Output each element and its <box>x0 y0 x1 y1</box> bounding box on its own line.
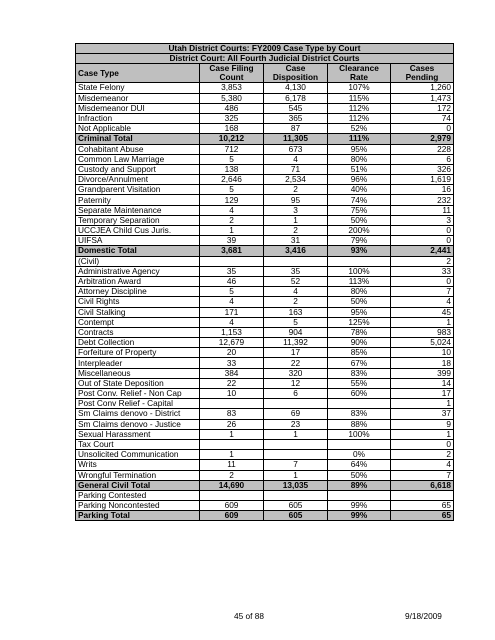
case-type-cell: Debt Collection <box>76 338 200 348</box>
table-row <box>76 287 454 297</box>
column-header-disposition <box>264 64 328 83</box>
pending-cell: 6 <box>391 154 454 164</box>
case-type-cell: Separate Maintenance <box>76 205 200 215</box>
disposition-cell <box>264 399 328 409</box>
filing-header-line1: Case Filing <box>209 63 254 74</box>
case-type-cell: Misdemeanor <box>76 93 200 103</box>
column-header-case-type <box>76 64 200 83</box>
pending-cell: 0 <box>391 236 454 246</box>
table-row <box>76 185 454 195</box>
table-row <box>76 429 454 439</box>
case-type-cell: Post Conv. Relief - Non Cap <box>76 389 200 399</box>
case-type-cell: Divorce/Annulment <box>76 175 200 185</box>
disposition-cell: 17 <box>264 348 328 358</box>
clearance-rate-cell: 88% <box>328 419 391 429</box>
table-row <box>76 389 454 399</box>
table-row <box>76 164 454 174</box>
report-date: 9/18/2009 <box>405 611 442 621</box>
clearance-rate-cell <box>328 439 391 449</box>
table-row <box>76 205 454 215</box>
filing-count-cell: 129 <box>200 195 264 205</box>
clearance-rate-cell: 83% <box>328 368 391 378</box>
case-type-cell: Out of State Deposition <box>76 378 200 388</box>
clearance-rate-cell: 107% <box>328 83 391 93</box>
case-type-cell: Cohabitant Abuse <box>76 144 200 154</box>
filing-count-cell: 168 <box>200 124 264 134</box>
filing-count-cell: 22 <box>200 378 264 388</box>
disposition-cell: 35 <box>264 266 328 276</box>
table-row <box>76 338 454 348</box>
filing-count-cell: 609 <box>200 511 264 521</box>
pending-cell: 6,618 <box>391 480 454 490</box>
table-row <box>76 236 454 246</box>
table-row <box>76 297 454 307</box>
filing-count-cell: 1 <box>200 226 264 236</box>
disposition-cell: 2 <box>264 226 328 236</box>
clearance-rate-cell: 40% <box>328 185 391 195</box>
clearance-rate-cell: 0% <box>328 450 391 460</box>
disposition-cell: 3 <box>264 205 328 215</box>
table-row <box>76 124 454 134</box>
table-row <box>76 113 454 123</box>
pending-cell: 0 <box>391 226 454 236</box>
pending-cell: 3 <box>391 215 454 225</box>
filing-count-cell: 5 <box>200 287 264 297</box>
column-header-cases-pending <box>391 64 454 83</box>
pending-cell: 172 <box>391 103 454 113</box>
filing-count-cell: 4 <box>200 205 264 215</box>
pending-cell: 2,979 <box>391 134 454 144</box>
case-type-cell: Misdemeanor DUI <box>76 103 200 113</box>
table-row <box>76 175 454 185</box>
pending-header-line2: Pending <box>405 72 439 83</box>
pending-cell: 7 <box>391 470 454 480</box>
table-row <box>76 256 454 266</box>
table-row <box>76 470 454 480</box>
case-type-cell: Miscellaneous <box>76 368 200 378</box>
disposition-cell: 2 <box>264 185 328 195</box>
pending-cell: 16 <box>391 185 454 195</box>
table-row <box>76 450 454 460</box>
disposition-cell: 2,534 <box>264 175 328 185</box>
case-type-cell: Sm Claims denovo - Justice <box>76 419 200 429</box>
pending-cell <box>391 490 454 500</box>
clearance-rate-cell: 90% <box>328 338 391 348</box>
table-total-row <box>76 246 454 256</box>
filing-count-cell: 26 <box>200 419 264 429</box>
filing-count-cell: 486 <box>200 103 264 113</box>
clearance-rate-cell: 55% <box>328 378 391 388</box>
clearance-rate-cell: 67% <box>328 358 391 368</box>
clearance-rate-cell: 80% <box>328 287 391 297</box>
clearance-rate-cell: 111% <box>328 134 391 144</box>
disposition-cell: 2 <box>264 297 328 307</box>
case-type-cell: Parking Total <box>76 511 200 521</box>
case-type-cell: State Felony <box>76 83 200 93</box>
filing-count-cell: 11 <box>200 460 264 470</box>
disposition-cell: 1 <box>264 215 328 225</box>
clearance-rate-cell: 75% <box>328 205 391 215</box>
clearance-rate-cell <box>328 399 391 409</box>
table-body <box>76 83 454 521</box>
clearance-rate-cell: 95% <box>328 144 391 154</box>
case-type-cell: Paternity <box>76 195 200 205</box>
case-type-cell: Civil Stalking <box>76 307 200 317</box>
table-row <box>76 195 454 205</box>
table-total-row <box>76 480 454 490</box>
filing-count-cell: 2 <box>200 215 264 225</box>
table-row <box>76 154 454 164</box>
disposition-header-line2: Disposition <box>272 72 319 83</box>
pending-cell: 7 <box>391 287 454 297</box>
case-type-cell: Domestic Total <box>76 246 200 256</box>
disposition-cell: 1 <box>264 470 328 480</box>
filing-count-cell: 39 <box>200 236 264 246</box>
disposition-cell: 7 <box>264 460 328 470</box>
case-type-cell: Administrative Agency <box>76 266 200 276</box>
filing-count-cell: 325 <box>200 113 264 123</box>
filing-count-cell: 138 <box>200 164 264 174</box>
table-total-row <box>76 511 454 521</box>
table-row <box>76 399 454 409</box>
clearance-rate-cell: 50% <box>328 470 391 480</box>
disposition-cell: 3,416 <box>264 246 328 256</box>
pending-cell: 228 <box>391 144 454 154</box>
pending-cell: 399 <box>391 368 454 378</box>
case-type-cell: Contempt <box>76 317 200 327</box>
pending-cell: 4 <box>391 460 454 470</box>
pending-cell: 1 <box>391 399 454 409</box>
table-row <box>76 266 454 276</box>
table-total-row <box>76 134 454 144</box>
table-row <box>76 419 454 429</box>
case-type-cell: Attorney Discipline <box>76 287 200 297</box>
disposition-cell: 673 <box>264 144 328 154</box>
pending-cell: 0 <box>391 276 454 286</box>
clearance-rate-cell: 64% <box>328 460 391 470</box>
case-type-cell: UIFSA <box>76 236 200 246</box>
disposition-cell: 12 <box>264 378 328 388</box>
page-number: 45 of 88 <box>234 611 264 621</box>
filing-count-cell: 712 <box>200 144 264 154</box>
clearance-rate-cell: 100% <box>328 266 391 276</box>
clearance-rate-cell: 60% <box>328 389 391 399</box>
filing-count-cell <box>200 439 264 449</box>
clearance-rate-cell: 99% <box>328 501 391 511</box>
pending-cell: 326 <box>391 164 454 174</box>
filing-count-cell: 35 <box>200 266 264 276</box>
filing-count-cell: 609 <box>200 501 264 511</box>
disposition-header-line1: Case <box>285 63 306 74</box>
filing-count-cell: 83 <box>200 409 264 419</box>
pending-cell: 2,441 <box>391 246 454 256</box>
case-type-cell: (Civil) <box>76 256 200 266</box>
disposition-cell: 5 <box>264 317 328 327</box>
filing-count-cell <box>200 399 264 409</box>
case-type-cell: Civil Rights <box>76 297 200 307</box>
table-row <box>76 327 454 337</box>
clearance-rate-cell: 80% <box>328 154 391 164</box>
table-row <box>76 378 454 388</box>
clearance-rate-cell: 112% <box>328 113 391 123</box>
disposition-cell: 69 <box>264 409 328 419</box>
filing-count-cell: 2 <box>200 470 264 480</box>
column-header-filing-count <box>200 64 264 83</box>
pending-cell: 10 <box>391 348 454 358</box>
table-row <box>76 368 454 378</box>
pending-cell: 65 <box>391 501 454 511</box>
clearance-rate-cell: 113% <box>328 276 391 286</box>
pending-cell: 0 <box>391 439 454 449</box>
disposition-cell: 4 <box>264 287 328 297</box>
case-type-cell: Infraction <box>76 113 200 123</box>
table-row <box>76 358 454 368</box>
pending-cell: 1 <box>391 317 454 327</box>
case-type-cell: Sm Claims denovo - District <box>76 409 200 419</box>
clearance-rate-cell: 96% <box>328 175 391 185</box>
table-row <box>76 409 454 419</box>
table-row <box>76 460 454 470</box>
pending-cell: 17 <box>391 389 454 399</box>
clearance-rate-cell: 95% <box>328 307 391 317</box>
case-type-cell: Tax Court <box>76 439 200 449</box>
filing-count-cell: 3,853 <box>200 83 264 93</box>
filing-count-cell: 20 <box>200 348 264 358</box>
case-type-cell: UCCJEA Child Cus Juris. <box>76 226 200 236</box>
column-header-clearance-rate <box>328 64 391 83</box>
filing-count-cell: 5 <box>200 154 264 164</box>
case-type-cell: Post Conv Relief - Capital <box>76 399 200 409</box>
disposition-cell <box>264 490 328 500</box>
table-row <box>76 490 454 500</box>
table-row <box>76 348 454 358</box>
clearance-rate-cell: 99% <box>328 511 391 521</box>
clearance-rate-cell: 200% <box>328 226 391 236</box>
table-row <box>76 317 454 327</box>
pending-cell: 11 <box>391 205 454 215</box>
pending-cell: 2 <box>391 256 454 266</box>
case-type-cell: Temporary Separation <box>76 215 200 225</box>
clearance-rate-cell <box>328 490 391 500</box>
table-subtitle: District Court: All Fourth Judicial District Courts <box>76 54 454 64</box>
table-row <box>76 501 454 511</box>
table-row <box>76 276 454 286</box>
clearance-rate-cell: 50% <box>328 297 391 307</box>
table-row <box>76 215 454 225</box>
clearance-rate-cell <box>328 256 391 266</box>
disposition-cell: 545 <box>264 103 328 113</box>
table-row <box>76 439 454 449</box>
filing-count-cell: 33 <box>200 358 264 368</box>
case-type-cell: Parking Noncontested <box>76 501 200 511</box>
disposition-cell: 320 <box>264 368 328 378</box>
filing-count-cell: 4 <box>200 317 264 327</box>
case-type-cell: Not Applicable <box>76 124 200 134</box>
disposition-cell: 1 <box>264 429 328 439</box>
pending-cell: 1 <box>391 429 454 439</box>
clearance-rate-cell: 78% <box>328 327 391 337</box>
disposition-cell: 11,392 <box>264 338 328 348</box>
clearance-rate-cell: 79% <box>328 236 391 246</box>
table-row <box>76 93 454 103</box>
disposition-cell: 11,305 <box>264 134 328 144</box>
pending-cell: 1,473 <box>391 93 454 103</box>
case-type-cell: Parking Contested <box>76 490 200 500</box>
pending-cell: 1,619 <box>391 175 454 185</box>
clearance-rate-cell: 125% <box>328 317 391 327</box>
disposition-cell: 605 <box>264 511 328 521</box>
pending-cell: 232 <box>391 195 454 205</box>
filing-count-cell: 14,690 <box>200 480 264 490</box>
case-type-cell: Arbitration Award <box>76 276 200 286</box>
pending-cell: 37 <box>391 409 454 419</box>
disposition-cell: 904 <box>264 327 328 337</box>
filing-count-cell: 12,679 <box>200 338 264 348</box>
case-type-cell: Unsolicited Communication <box>76 450 200 460</box>
disposition-cell: 95 <box>264 195 328 205</box>
case-type-cell: Forfeiture of Property <box>76 348 200 358</box>
filing-count-cell: 384 <box>200 368 264 378</box>
filing-count-cell: 5,380 <box>200 93 264 103</box>
filing-count-cell: 2,646 <box>200 175 264 185</box>
case-type-header-label: Case Type <box>78 67 119 78</box>
case-type-cell: Writs <box>76 460 200 470</box>
pending-cell: 1,260 <box>391 83 454 93</box>
table-row <box>76 226 454 236</box>
pending-cell: 0 <box>391 124 454 134</box>
disposition-cell: 6,178 <box>264 93 328 103</box>
filing-count-cell: 1,153 <box>200 327 264 337</box>
disposition-cell: 31 <box>264 236 328 246</box>
filing-count-cell: 10,212 <box>200 134 264 144</box>
disposition-cell: 23 <box>264 419 328 429</box>
case-type-cell: Sexual Harassment <box>76 429 200 439</box>
disposition-cell: 71 <box>264 164 328 174</box>
disposition-cell <box>264 439 328 449</box>
filing-count-cell <box>200 256 264 266</box>
pending-header-line1: Cases <box>409 63 435 74</box>
clearance-rate-cell: 85% <box>328 348 391 358</box>
disposition-cell: 4 <box>264 154 328 164</box>
clearance-rate-cell: 51% <box>328 164 391 174</box>
disposition-cell: 605 <box>264 501 328 511</box>
clearance-header-line2: Rate <box>350 72 368 83</box>
clearance-rate-cell: 74% <box>328 195 391 205</box>
case-type-cell: Common Law Marriage <box>76 154 200 164</box>
pending-cell: 18 <box>391 358 454 368</box>
disposition-cell: 87 <box>264 124 328 134</box>
disposition-cell: 13,035 <box>264 480 328 490</box>
case-type-cell: Custody and Support <box>76 164 200 174</box>
pending-cell: 14 <box>391 378 454 388</box>
disposition-cell: 4,130 <box>264 83 328 93</box>
clearance-rate-cell: 100% <box>328 429 391 439</box>
filing-count-cell: 3,681 <box>200 246 264 256</box>
filing-count-cell: 46 <box>200 276 264 286</box>
disposition-cell: 365 <box>264 113 328 123</box>
filing-count-cell: 171 <box>200 307 264 317</box>
case-type-cell: General Civil Total <box>76 480 200 490</box>
table-row <box>76 83 454 93</box>
clearance-header-line1: Clearance <box>339 63 379 74</box>
disposition-cell <box>264 256 328 266</box>
pending-cell: 74 <box>391 113 454 123</box>
case-type-cell: Criminal Total <box>76 134 200 144</box>
disposition-cell: 6 <box>264 389 328 399</box>
filing-count-cell: 1 <box>200 429 264 439</box>
clearance-rate-cell: 83% <box>328 409 391 419</box>
case-type-cell: Contracts <box>76 327 200 337</box>
case-type-cell: Grandparent Visitation <box>76 185 200 195</box>
filing-count-cell: 1 <box>200 450 264 460</box>
pending-cell: 45 <box>391 307 454 317</box>
case-type-cell: Wrongful Termination <box>76 470 200 480</box>
clearance-rate-cell: 50% <box>328 215 391 225</box>
pending-cell: 65 <box>391 511 454 521</box>
case-type-table <box>75 43 454 521</box>
pending-cell: 9 <box>391 419 454 429</box>
filing-count-cell: 5 <box>200 185 264 195</box>
clearance-rate-cell: 93% <box>328 246 391 256</box>
pending-cell: 983 <box>391 327 454 337</box>
filing-header-line2: Count <box>219 72 244 83</box>
clearance-rate-cell: 115% <box>328 93 391 103</box>
pending-cell: 33 <box>391 266 454 276</box>
table-row <box>76 103 454 113</box>
pending-cell: 5,024 <box>391 338 454 348</box>
clearance-rate-cell: 112% <box>328 103 391 113</box>
table-row <box>76 144 454 154</box>
table-title: Utah District Courts: FY2009 Case Type by Court <box>76 44 454 54</box>
disposition-cell: 22 <box>264 358 328 368</box>
filing-count-cell: 4 <box>200 297 264 307</box>
filing-count-cell <box>200 490 264 500</box>
pending-cell: 2 <box>391 450 454 460</box>
case-type-cell: Interpleader <box>76 358 200 368</box>
disposition-cell <box>264 450 328 460</box>
pending-cell: 4 <box>391 297 454 307</box>
filing-count-cell: 10 <box>200 389 264 399</box>
disposition-cell: 163 <box>264 307 328 317</box>
clearance-rate-cell: 52% <box>328 124 391 134</box>
clearance-rate-cell: 89% <box>328 480 391 490</box>
table-row <box>76 307 454 317</box>
disposition-cell: 52 <box>264 276 328 286</box>
